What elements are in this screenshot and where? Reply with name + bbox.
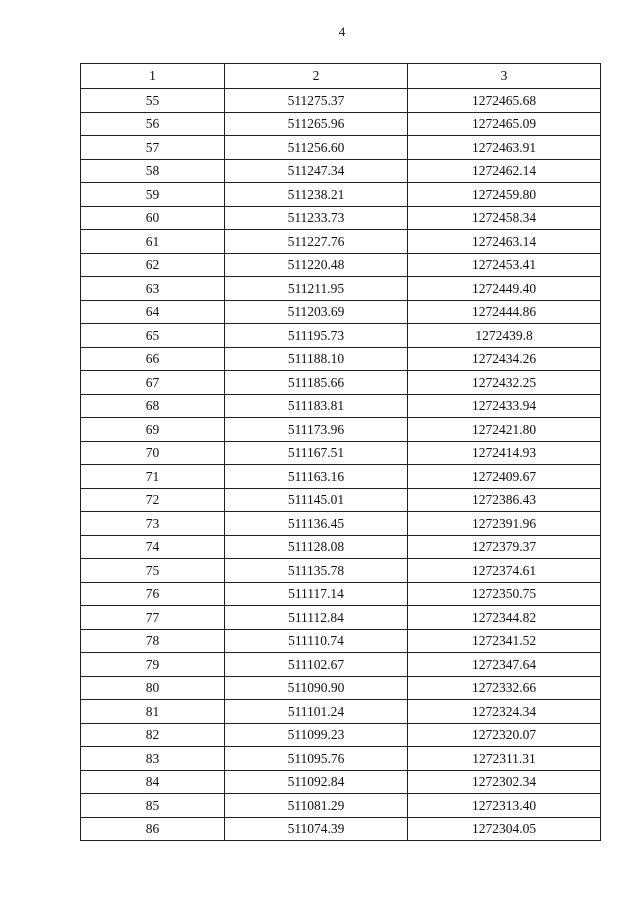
point-number-cell: 75 xyxy=(81,559,225,583)
x-coordinate-cell: 511092.84 xyxy=(225,770,408,794)
x-coordinate-cell: 511099.23 xyxy=(225,723,408,747)
y-coordinate-cell: 1272465.68 xyxy=(408,89,601,113)
table-row xyxy=(81,324,601,348)
table-row xyxy=(81,817,601,841)
point-number-cell: 62 xyxy=(81,253,225,277)
point-number-cell: 65 xyxy=(81,324,225,348)
y-coordinate-cell: 1272347.64 xyxy=(408,653,601,677)
y-coordinate-cell: 1272324.34 xyxy=(408,700,601,724)
y-coordinate-cell: 1272379.37 xyxy=(408,535,601,559)
x-coordinate-cell: 511188.10 xyxy=(225,347,408,371)
x-coordinate-cell: 511090.90 xyxy=(225,676,408,700)
x-coordinate-cell: 511227.76 xyxy=(225,230,408,254)
column-header-2: 2 xyxy=(225,64,408,89)
y-coordinate-cell: 1272341.52 xyxy=(408,629,601,653)
x-coordinate-cell: 511163.16 xyxy=(225,465,408,489)
table-row xyxy=(81,418,601,442)
table-row xyxy=(81,535,601,559)
x-coordinate-cell: 511256.60 xyxy=(225,136,408,160)
point-number-cell: 85 xyxy=(81,794,225,818)
y-coordinate-cell: 1272453.41 xyxy=(408,253,601,277)
y-coordinate-cell: 1272386.43 xyxy=(408,488,601,512)
point-number-cell: 70 xyxy=(81,441,225,465)
table-row xyxy=(81,277,601,301)
table-header-row xyxy=(81,64,601,89)
point-number-cell: 59 xyxy=(81,183,225,207)
table-row xyxy=(81,653,601,677)
point-number-cell: 86 xyxy=(81,817,225,841)
point-number-cell: 64 xyxy=(81,300,225,324)
x-coordinate-cell: 511275.37 xyxy=(225,89,408,113)
table-row xyxy=(81,770,601,794)
y-coordinate-cell: 1272409.67 xyxy=(408,465,601,489)
point-number-cell: 69 xyxy=(81,418,225,442)
point-number-cell: 60 xyxy=(81,206,225,230)
page-number: 4 xyxy=(338,24,346,39)
point-number-cell: 66 xyxy=(81,347,225,371)
point-number-cell: 84 xyxy=(81,770,225,794)
y-coordinate-cell: 1272463.14 xyxy=(408,230,601,254)
point-number-cell: 56 xyxy=(81,112,225,136)
table-row xyxy=(81,582,601,606)
y-coordinate-cell: 1272344.82 xyxy=(408,606,601,630)
point-number-cell: 55 xyxy=(81,89,225,113)
x-coordinate-cell: 511128.08 xyxy=(225,535,408,559)
x-coordinate-cell: 511265.96 xyxy=(225,112,408,136)
table-row xyxy=(81,676,601,700)
table-row xyxy=(81,206,601,230)
x-coordinate-cell: 511110.74 xyxy=(225,629,408,653)
y-coordinate-cell: 1272463.91 xyxy=(408,136,601,160)
y-coordinate-cell: 1272391.96 xyxy=(408,512,601,536)
point-number-cell: 61 xyxy=(81,230,225,254)
table-row xyxy=(81,441,601,465)
x-coordinate-cell: 511211.95 xyxy=(225,277,408,301)
point-number-cell: 73 xyxy=(81,512,225,536)
y-coordinate-cell: 1272462.14 xyxy=(408,159,601,183)
y-coordinate-cell: 1272374.61 xyxy=(408,559,601,583)
x-coordinate-cell: 511101.24 xyxy=(225,700,408,724)
x-coordinate-cell: 511136.45 xyxy=(225,512,408,536)
table-row xyxy=(81,89,601,113)
y-coordinate-cell: 1272465.09 xyxy=(408,112,601,136)
table-row xyxy=(81,253,601,277)
table-row xyxy=(81,700,601,724)
table-row xyxy=(81,629,601,653)
x-coordinate-cell: 511167.51 xyxy=(225,441,408,465)
point-number-cell: 80 xyxy=(81,676,225,700)
point-number-cell: 78 xyxy=(81,629,225,653)
coordinates-table xyxy=(80,63,601,841)
point-number-cell: 63 xyxy=(81,277,225,301)
table-row xyxy=(81,371,601,395)
y-coordinate-cell: 1272414.93 xyxy=(408,441,601,465)
point-number-cell: 57 xyxy=(81,136,225,160)
table-row xyxy=(81,112,601,136)
table-row xyxy=(81,183,601,207)
point-number-cell: 68 xyxy=(81,394,225,418)
point-number-cell: 81 xyxy=(81,700,225,724)
column-header-3: 3 xyxy=(408,64,601,89)
point-number-cell: 72 xyxy=(81,488,225,512)
y-coordinate-cell: 1272458.34 xyxy=(408,206,601,230)
table-row xyxy=(81,488,601,512)
column-header-1: 1 xyxy=(81,64,225,89)
table-row xyxy=(81,723,601,747)
y-coordinate-cell: 1272433.94 xyxy=(408,394,601,418)
table-row xyxy=(81,394,601,418)
y-coordinate-cell: 1272421.80 xyxy=(408,418,601,442)
y-coordinate-cell: 1272459.80 xyxy=(408,183,601,207)
x-coordinate-cell: 511112.84 xyxy=(225,606,408,630)
x-coordinate-cell: 511247.34 xyxy=(225,159,408,183)
table-row xyxy=(81,606,601,630)
y-coordinate-cell: 1272444.86 xyxy=(408,300,601,324)
x-coordinate-cell: 511145.01 xyxy=(225,488,408,512)
x-coordinate-cell: 511185.66 xyxy=(225,371,408,395)
x-coordinate-cell: 511238.21 xyxy=(225,183,408,207)
table-row xyxy=(81,512,601,536)
x-coordinate-cell: 511102.67 xyxy=(225,653,408,677)
y-coordinate-cell: 1272313.40 xyxy=(408,794,601,818)
x-coordinate-cell: 511081.29 xyxy=(225,794,408,818)
y-coordinate-cell: 1272434.26 xyxy=(408,347,601,371)
y-coordinate-cell: 1272350.75 xyxy=(408,582,601,606)
x-coordinate-cell: 511183.81 xyxy=(225,394,408,418)
y-coordinate-cell: 1272302.34 xyxy=(408,770,601,794)
x-coordinate-cell: 511233.73 xyxy=(225,206,408,230)
table-row xyxy=(81,747,601,771)
x-coordinate-cell: 511074.39 xyxy=(225,817,408,841)
x-coordinate-cell: 511203.69 xyxy=(225,300,408,324)
x-coordinate-cell: 511173.96 xyxy=(225,418,408,442)
y-coordinate-cell: 1272311.31 xyxy=(408,747,601,771)
point-number-cell: 74 xyxy=(81,535,225,559)
table-row xyxy=(81,347,601,371)
table-row xyxy=(81,465,601,489)
x-coordinate-cell: 511195.73 xyxy=(225,324,408,348)
x-coordinate-cell: 511095.76 xyxy=(225,747,408,771)
y-coordinate-cell: 1272449.40 xyxy=(408,277,601,301)
point-number-cell: 76 xyxy=(81,582,225,606)
table-row xyxy=(81,300,601,324)
point-number-cell: 79 xyxy=(81,653,225,677)
point-number-cell: 77 xyxy=(81,606,225,630)
table-body xyxy=(81,64,601,841)
y-coordinate-cell: 1272439.8 xyxy=(408,324,601,348)
y-coordinate-cell: 1272332.66 xyxy=(408,676,601,700)
table-row xyxy=(81,159,601,183)
table-row xyxy=(81,559,601,583)
x-coordinate-cell: 511220.48 xyxy=(225,253,408,277)
point-number-cell: 58 xyxy=(81,159,225,183)
y-coordinate-cell: 1272320.07 xyxy=(408,723,601,747)
y-coordinate-cell: 1272432.25 xyxy=(408,371,601,395)
point-number-cell: 82 xyxy=(81,723,225,747)
x-coordinate-cell: 511117.14 xyxy=(225,582,408,606)
x-coordinate-cell: 511135.78 xyxy=(225,559,408,583)
table-row xyxy=(81,136,601,160)
point-number-cell: 71 xyxy=(81,465,225,489)
point-number-cell: 83 xyxy=(81,747,225,771)
table-row xyxy=(81,230,601,254)
table-row xyxy=(81,794,601,818)
point-number-cell: 67 xyxy=(81,371,225,395)
y-coordinate-cell: 1272304.05 xyxy=(408,817,601,841)
